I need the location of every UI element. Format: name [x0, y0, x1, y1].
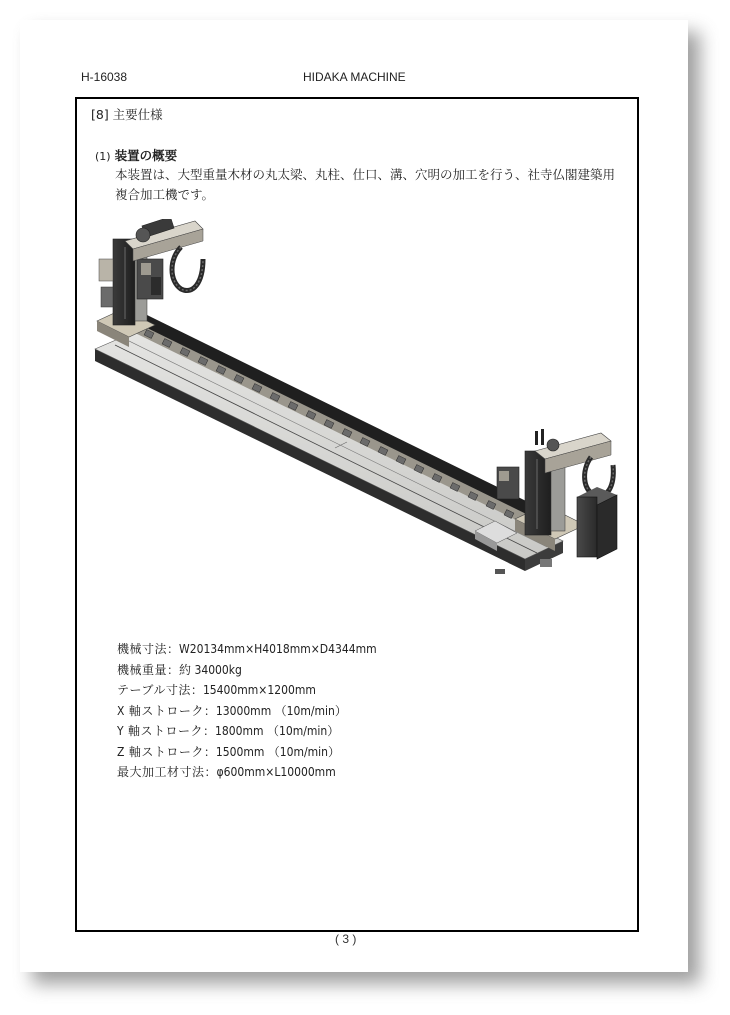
- content-frame: [75, 97, 639, 932]
- company-name: HIDAKA MACHINE: [303, 70, 406, 84]
- spec-max-workpiece: 最大加工材寸法：φ600mm×L10000mm: [117, 765, 336, 779]
- document-number: H-16038: [81, 70, 128, 84]
- document-page: [20, 20, 688, 972]
- subsection-number: (1): [95, 150, 111, 163]
- subsection-title: [95, 146, 177, 164]
- page-number: ( 3 ): [335, 932, 357, 946]
- spec-table-dimensions: テーブル寸法：15400mm×1200mm: [117, 683, 316, 697]
- section-title: [8] 主要仕様: [91, 107, 163, 122]
- subsection-title-text: 装置の概要: [114, 148, 178, 163]
- machine-illustration: [85, 219, 645, 639]
- spec-z-axis-stroke: Z 軸ストローク：1500mm （10m/min）: [117, 744, 341, 759]
- spec-machine-weight: 機械重量：約 34000kg: [117, 662, 242, 677]
- overview-description: 本装置は、大型重量木材の丸太梁、丸柱、仕口、溝、穴明の加工を行う、社寺仏閣建築用複合加工機です。: [115, 167, 616, 202]
- spec-machine-dimensions: 機械寸法：W20134mm×H4018mm×D4344mm: [117, 642, 377, 656]
- spec-y-axis-stroke: Y 軸ストローク：1800mm （10m/min）: [117, 724, 340, 738]
- spec-x-axis-stroke: X 軸ストローク：13000mm （10m/min）: [117, 703, 347, 718]
- spec-list: [117, 639, 377, 783]
